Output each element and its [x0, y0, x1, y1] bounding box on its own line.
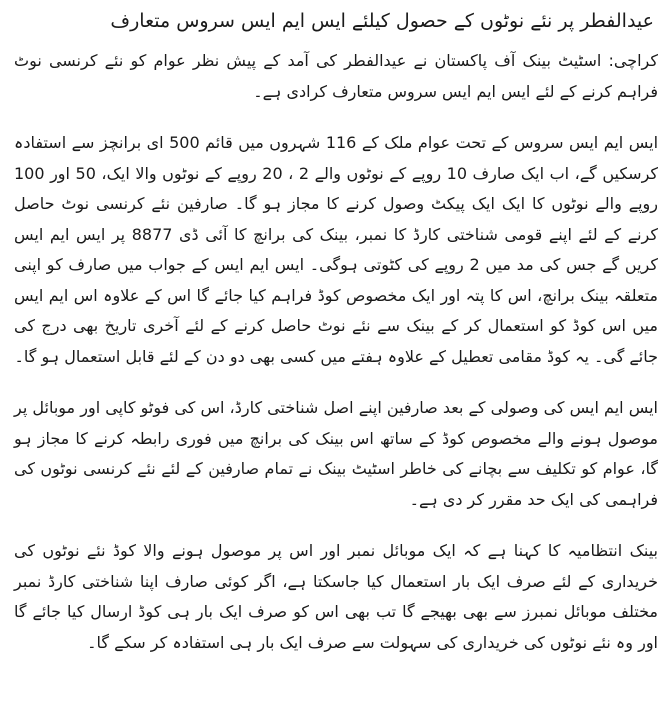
article-paragraph: بینک انتظامیہ کا کہنا ہے کہ ایک موبائل نمبر اور اس پر موصول ہونے والا کوڈ نئے نوٹوں کی خریداری کے لئے صرف ایک بار استعمال کیا جاسکتا ہے، اگر کوئی صارف اپنا شناختی کارڈ نمبر مختلف موبائل نمبرز سے بھی بھیجے گا تب بھی اس کو صرف ایک بار ہی کوڈ ارسال کیا جائے گا اور وہ نئے نوٹوں کی خریداری کی سہولت سے صرف ایک بار ہی استفادہ کر سکے گا۔ [14, 541, 658, 652]
article-paragraph: ایس ایم ایس کی وصولی کے بعد صارفین اپنے اصل شناختی کارڈ، اس کی فوٹو کاپی اور موبائل پر موصول ہونے والے مخصوص کوڈ کے ساتھ اس بینک کی برانچ میں فوری رابطہ کرنے کا مجاز ہو گا، عوام کو تکلیف سے بچانے کی خاطر اسٹیٹ بینک نے تمام صارفین کے لئے نئے کرنسی نوٹوں کی فراہمی کی ایک حد مقرر کر دی ہے۔ [14, 398, 658, 509]
article-headline: عیدالفطر پر نئے نوٹوں کے حصول کیلئے ایس ایم ایس سروس متعارف [110, 10, 654, 32]
article-paragraph: ایس ایم ایس سروس کے تحت عوام ملک کے 116 شہروں میں قائم 500 ای برانچز سے استفادہ کرسکیں گے، اب ایک صارف 10 روپے کے نوٹوں والے 2 ، 20 روپے کے نوٹوں والا ایک، 50 اور 100 روپے والے نوٹوں کا ایک ایک پیکٹ وصول کرنے کا مجاز ہو گا۔ صارفین نئے کرنسی نوٹ حاصل کرنے کے لئے اپنے قومی شناختی کارڈ کا نمبر، بینک کی برانچ کا آئی ڈی 8877 پر ایس ایم ایس کریں گے جس کی مد میں 2 روپے کی کٹوتی ہوگی۔ ایس ایم ایس کے جواب میں صارف کو اپنی متعلقہ بینک برانچ، اس کا پتہ اور ایک مخصوص کوڈ فراہم کیا جائے گا اس کے علاوہ اس ایم ایس میں اس کوڈ کو استعمال کر کے بینک سے نئے نوٹ حاصل کرنے کے لئے آخری تاریخ بھی درج کی جائے گی۔ یہ کوڈ مقامی تعطیل کے علاوہ ہفتے میں کسی بھی دو دن کے لئے قابل استعمال ہو گا۔ [14, 133, 659, 366]
article-paragraph: کراچی: اسٹیٹ بینک آف پاکستان نے عیدالفطر کی آمد کے پیش نظر عوام کو نئے کرنسی نوٹ فراہم کرنے کے لئے ایس ایم ایس سروس متعارف کرادی ہے۔ [14, 51, 658, 101]
